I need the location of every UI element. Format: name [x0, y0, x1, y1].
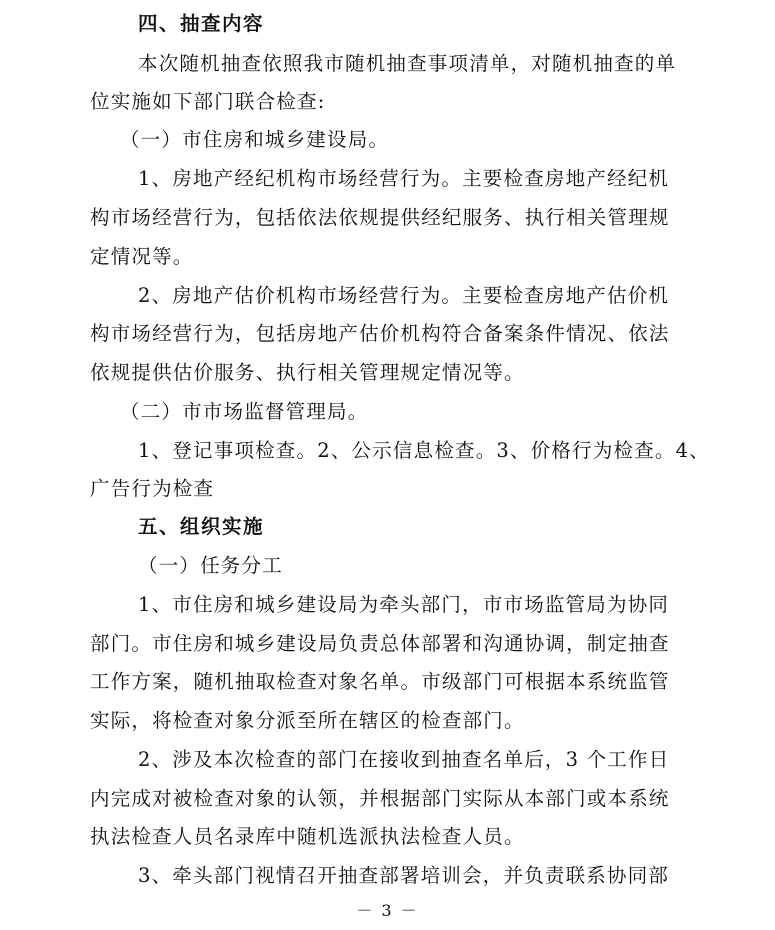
subsection-heading: （一）市住房和城乡建设局。: [120, 128, 390, 151]
paragraph-line: 3、牵头部门视情召开抽查部署培训会，并负责联系协同部: [138, 864, 670, 887]
subsection-heading: （一）任务分工: [138, 554, 283, 577]
paragraph-line: 1、登记事项检查。2、公示信息检查。3、价格行为检查。4、: [138, 439, 710, 462]
paragraph-line: 部门。市住房和城乡建设局负责总体部署和沟通协调，制定抽查: [90, 632, 670, 655]
section-heading-4: 四、抽查内容: [138, 12, 265, 35]
paragraph-line: 实际，将检查对象分派至所在辖区的检查部门。: [90, 709, 525, 732]
page-number: － 3 －: [356, 901, 419, 920]
paragraph-line: 工作方案，随机抽取检查对象名单。市级部门可根据本系统监管: [90, 670, 670, 693]
paragraph-line: 构市场经营行为，包括房地产估价机构符合备案条件情况、依法: [90, 322, 670, 345]
paragraph-line: 1、市住房和城乡建设局为牵头部门，市市场监管局为协同: [138, 593, 670, 616]
paragraph-line: 定情况等。: [90, 245, 194, 268]
paragraph-line: 广告行为检查: [90, 477, 215, 500]
section-heading-5: 五、组织实施: [138, 515, 265, 538]
paragraph-line: 位实施如下部门联合检查:: [90, 90, 326, 113]
paragraph-line: 2、涉及本次检查的部门在接收到抽查名单后，3 个工作日: [138, 748, 670, 771]
paragraph-line: 依规提供估价服务、执行相关管理规定情况等。: [90, 361, 525, 384]
paragraph-line: 1、房地产经纪机构市场经营行为。主要检查房地产经纪机: [138, 167, 670, 190]
paragraph-line: 2、房地产估价机构市场经营行为。主要检查房地产估价机: [138, 284, 670, 307]
paragraph-line: 内完成对被检查对象的认领，并根据部门实际从本部门或本系统: [90, 787, 670, 810]
paragraph-line: 构市场经营行为，包括依法依规提供经纪服务、执行相关管理规: [90, 206, 670, 229]
paragraph-line: 本次随机抽查依照我市随机抽查事项清单，对随机抽查的单: [138, 52, 677, 75]
paragraph-line: 执法检查人员名录库中随机选派执法检查人员。: [90, 825, 525, 848]
subsection-heading: （二）市市场监督管理局。: [120, 400, 369, 423]
